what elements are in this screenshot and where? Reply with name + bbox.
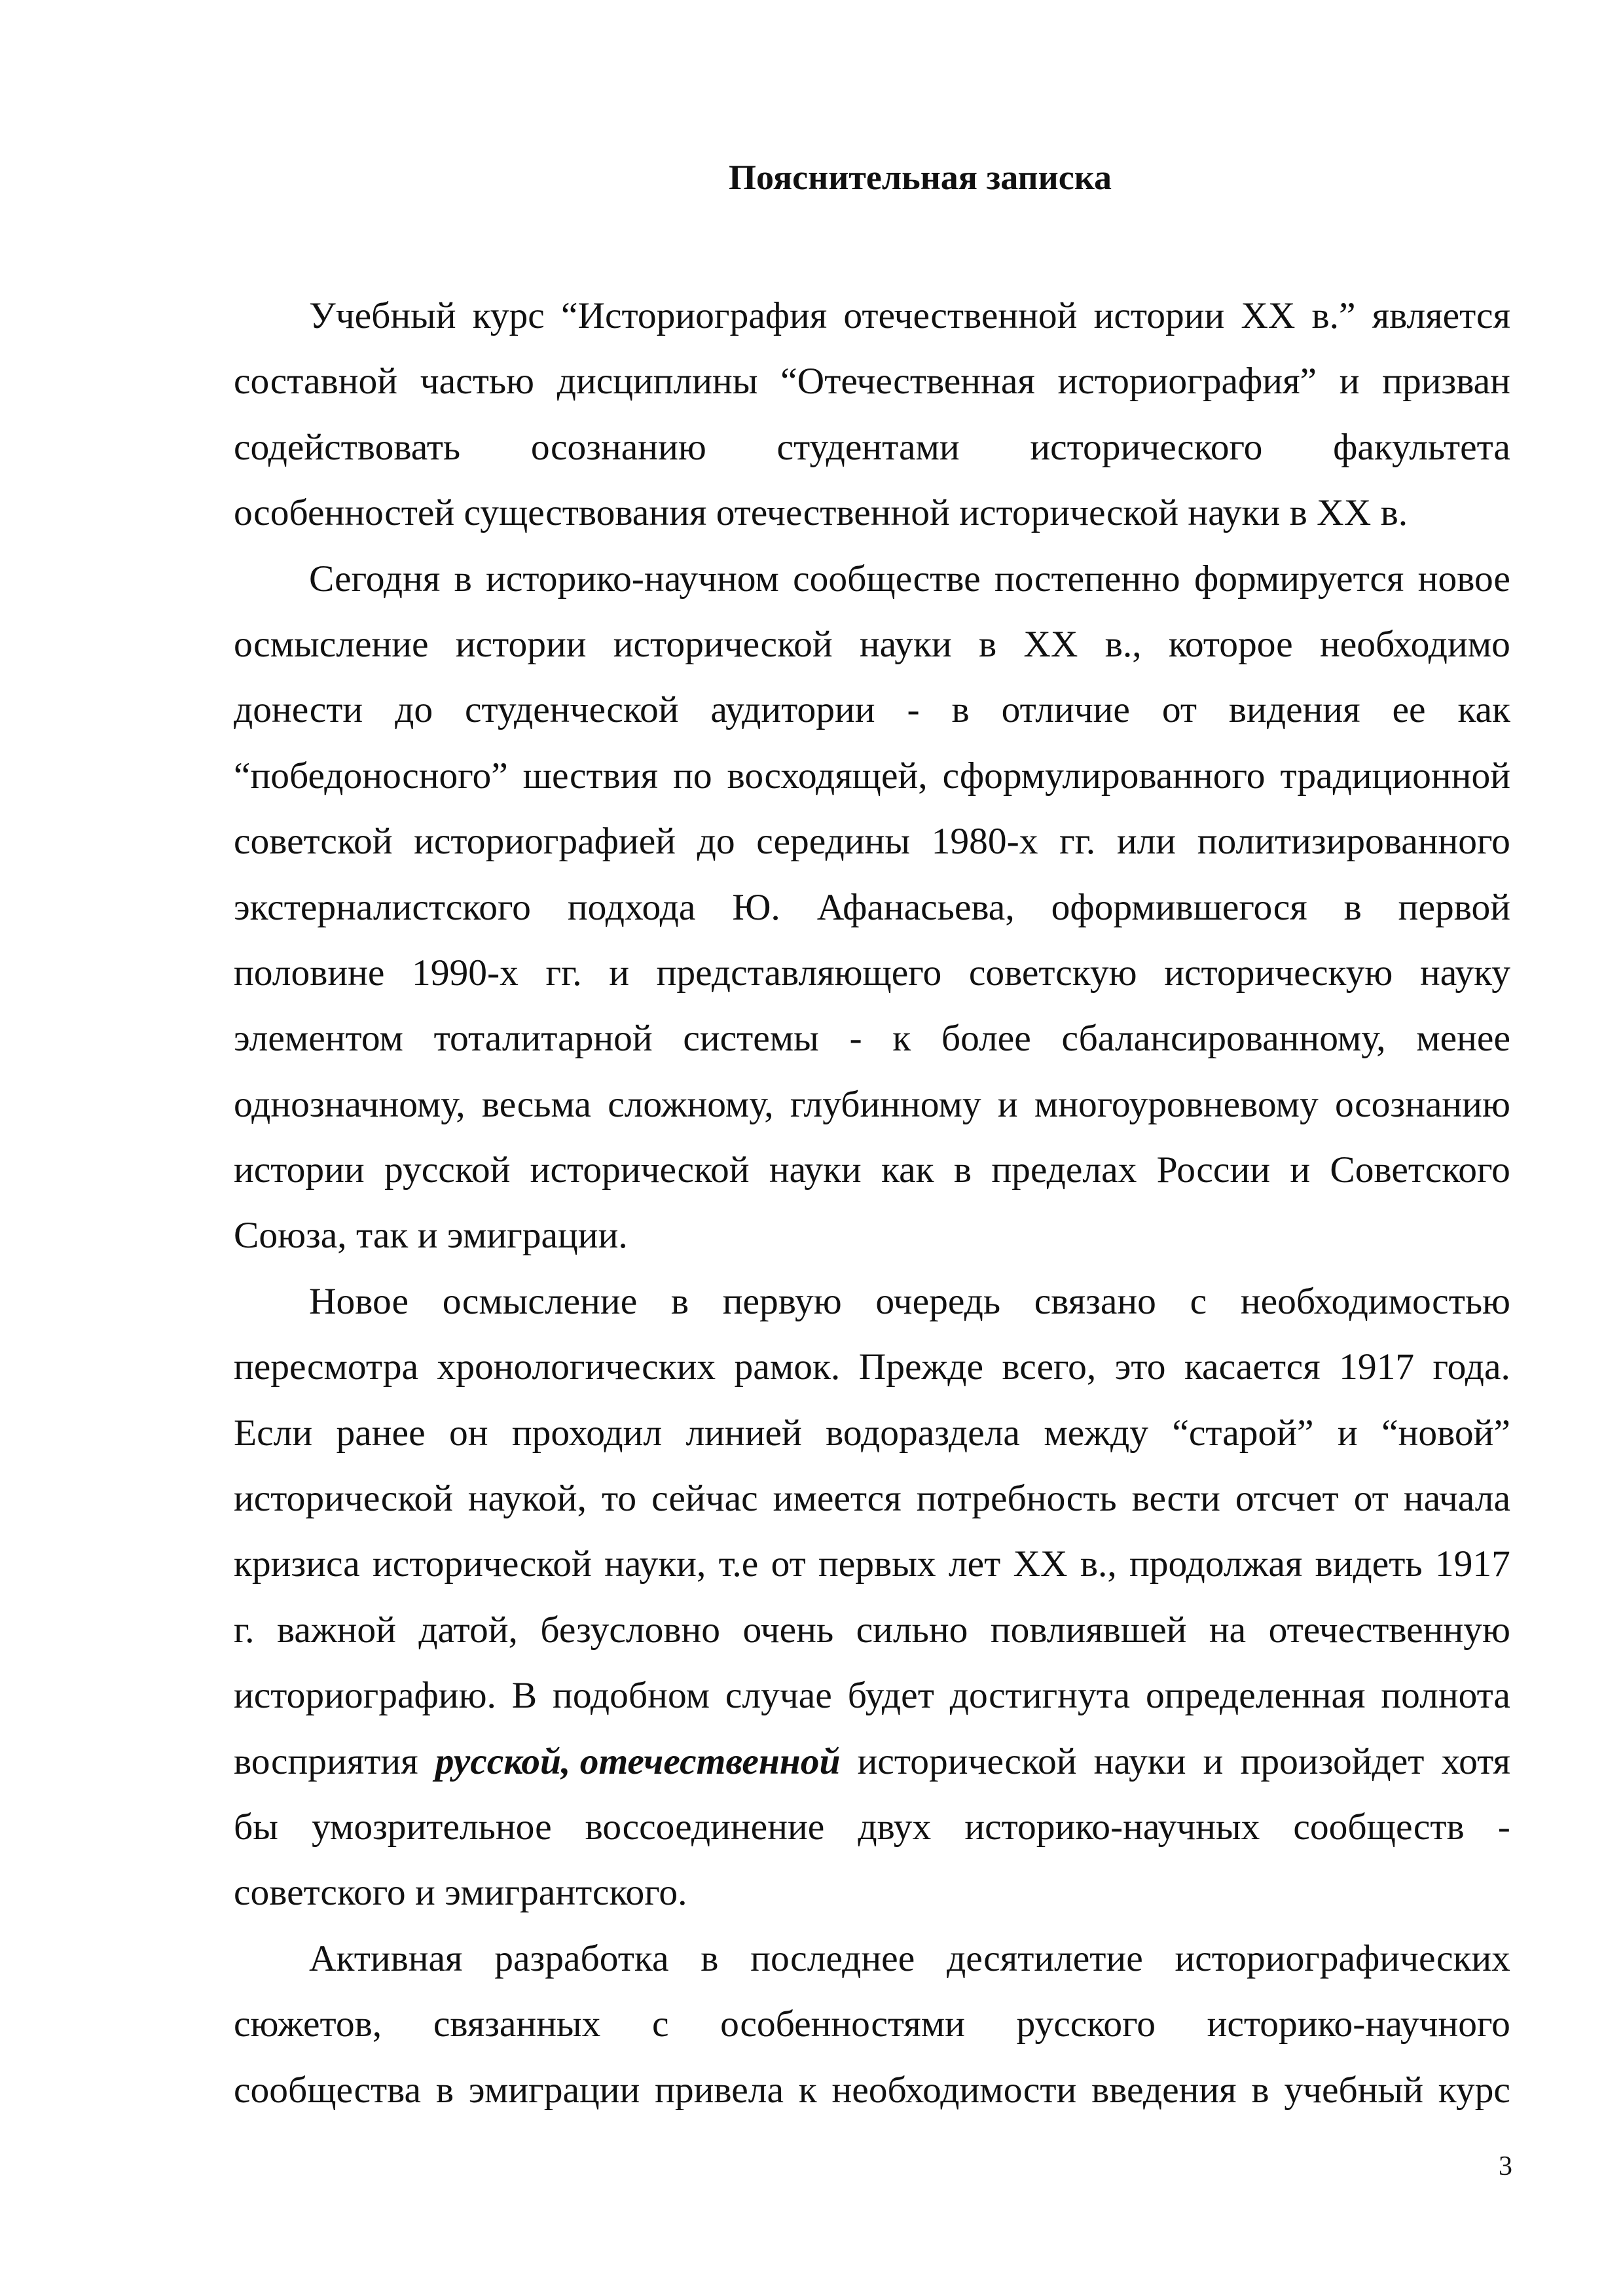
word: новое bbox=[1417, 558, 1510, 600]
word: сообщества bbox=[234, 2069, 422, 2111]
word: составной bbox=[234, 361, 398, 403]
text-line bbox=[234, 547, 1510, 612]
word: системы bbox=[683, 1018, 819, 1060]
word: на bbox=[1209, 1609, 1247, 1651]
word: кризиса bbox=[234, 1543, 360, 1585]
text-line: советского и эмигрантского. bbox=[234, 1872, 687, 1914]
word: содействовать bbox=[234, 426, 461, 468]
word: в., bbox=[1104, 623, 1142, 665]
word: в bbox=[1343, 886, 1362, 928]
word: науки bbox=[859, 623, 952, 665]
word: курс bbox=[1438, 2069, 1510, 2111]
word: имеется bbox=[773, 1478, 902, 1520]
word: первую bbox=[722, 1280, 842, 1322]
word: историческую bbox=[1164, 952, 1393, 994]
word: историко-научных bbox=[964, 1806, 1260, 1848]
word: однозначному, bbox=[234, 1083, 465, 1125]
word: необходимостью bbox=[1240, 1280, 1510, 1322]
word: Сегодня bbox=[309, 558, 441, 600]
word: подхода bbox=[567, 886, 696, 928]
word: Новое bbox=[309, 1280, 409, 1322]
word: то bbox=[601, 1478, 637, 1520]
word: Учебный bbox=[309, 295, 456, 336]
word: исторической bbox=[372, 1543, 592, 1585]
word: линией bbox=[685, 1412, 802, 1454]
word: и bbox=[1290, 1149, 1311, 1191]
word: от bbox=[1161, 689, 1197, 731]
word: русского bbox=[1016, 2003, 1156, 2045]
word: необходимости bbox=[831, 2069, 1077, 2111]
word: Прежде bbox=[858, 1346, 984, 1388]
word: сообществ bbox=[1293, 1806, 1465, 1848]
text-line bbox=[234, 1401, 1510, 1466]
text-line bbox=[234, 1466, 1510, 1532]
word: привела bbox=[655, 2069, 784, 2111]
word: тоталитарной bbox=[433, 1018, 653, 1060]
word: необходимо bbox=[1319, 623, 1510, 665]
word: элементом bbox=[234, 1018, 403, 1060]
text-line bbox=[234, 1992, 1510, 2057]
word: призван bbox=[1382, 361, 1510, 403]
word: достигнута bbox=[949, 1675, 1131, 1717]
word: двух bbox=[858, 1806, 932, 1848]
word: сейчас bbox=[651, 1478, 758, 1520]
word: видеть bbox=[1315, 1543, 1423, 1585]
word: десятилетие bbox=[947, 1937, 1143, 1979]
text-line bbox=[234, 875, 1510, 941]
word: шествия bbox=[522, 755, 659, 797]
word: наукой, bbox=[467, 1478, 587, 1520]
word: Советского bbox=[1330, 1149, 1510, 1191]
word: первой bbox=[1398, 886, 1510, 928]
word: Если bbox=[234, 1412, 313, 1454]
word: формируется bbox=[1194, 558, 1404, 600]
word: традиционной bbox=[1280, 755, 1510, 797]
word: введения bbox=[1091, 2069, 1237, 2111]
word: сформулированного bbox=[942, 755, 1266, 797]
word: исторической bbox=[530, 1149, 750, 1191]
word: ранее bbox=[336, 1412, 426, 1454]
word: определенная bbox=[1145, 1675, 1366, 1717]
word: весьма bbox=[481, 1083, 591, 1125]
word: Ю. bbox=[732, 886, 780, 928]
word: восходящей, bbox=[727, 755, 928, 797]
word: “победоносного” bbox=[234, 755, 508, 797]
word: первых bbox=[818, 1543, 936, 1585]
word: 1917 bbox=[1339, 1346, 1415, 1388]
word: представляющего bbox=[656, 952, 942, 994]
word: исторической bbox=[234, 1478, 453, 1520]
word: лет bbox=[948, 1543, 1001, 1585]
word: ее bbox=[1392, 689, 1426, 731]
word: к bbox=[798, 2069, 817, 2111]
emphasis-text: русской, отечественной bbox=[435, 1740, 841, 1782]
word: подобном bbox=[553, 1675, 710, 1717]
word: и bbox=[1337, 1412, 1358, 1454]
word: до bbox=[395, 689, 433, 731]
word: историко-научного bbox=[1207, 2003, 1510, 2045]
word: ХХ bbox=[1023, 623, 1078, 665]
word: безусловно bbox=[540, 1609, 721, 1651]
word: науку bbox=[1420, 952, 1510, 994]
word: видения bbox=[1228, 689, 1360, 731]
word: отличие bbox=[1001, 689, 1130, 731]
word: он bbox=[448, 1412, 488, 1454]
word: рамок. bbox=[734, 1346, 841, 1388]
word: оформившегося bbox=[1051, 886, 1307, 928]
word: гг. bbox=[545, 952, 582, 994]
word: историографией bbox=[414, 821, 676, 863]
word: в bbox=[951, 689, 970, 731]
word: воссоединение bbox=[585, 1806, 825, 1848]
word: историографических bbox=[1175, 1937, 1510, 1979]
word: важной bbox=[276, 1609, 396, 1651]
word: экстерналистского bbox=[234, 886, 531, 928]
word: связано bbox=[1034, 1280, 1156, 1322]
word: как bbox=[881, 1149, 934, 1191]
word: середины bbox=[756, 821, 910, 863]
word: науки bbox=[1093, 1740, 1186, 1782]
word: “старой” bbox=[1172, 1412, 1314, 1454]
word: советской bbox=[234, 821, 393, 863]
word: частью bbox=[420, 361, 535, 403]
word: и bbox=[997, 1083, 1018, 1125]
word: и bbox=[1203, 1740, 1224, 1782]
word: сообществе bbox=[793, 558, 981, 600]
word: 1990-х bbox=[412, 952, 519, 994]
word: курс bbox=[472, 295, 545, 336]
word: это bbox=[1114, 1346, 1166, 1388]
word: потребность bbox=[916, 1478, 1117, 1520]
word: является bbox=[1372, 295, 1510, 336]
word: студенческой bbox=[464, 689, 679, 731]
word: полнота bbox=[1381, 1675, 1510, 1717]
word: как bbox=[1457, 689, 1510, 731]
text-line bbox=[234, 612, 1510, 677]
word: науки bbox=[769, 1149, 862, 1191]
word: от bbox=[771, 1543, 806, 1585]
text-line bbox=[234, 677, 1510, 743]
document-body bbox=[234, 283, 1510, 2123]
word: хотя bbox=[1441, 1740, 1510, 1782]
word: от bbox=[1353, 1478, 1389, 1520]
word: истории bbox=[455, 623, 587, 665]
word: по bbox=[673, 755, 712, 797]
word: сложному, bbox=[608, 1083, 774, 1125]
word: умозрительное bbox=[311, 1806, 552, 1848]
word: года. bbox=[1432, 1346, 1510, 1388]
word: многоуровневому bbox=[1034, 1083, 1319, 1125]
word: сюжетов, bbox=[234, 2003, 382, 2045]
word: осмысление bbox=[234, 623, 429, 665]
word: касается bbox=[1184, 1346, 1321, 1388]
word: советскую bbox=[968, 952, 1137, 994]
word: русской bbox=[384, 1149, 511, 1191]
word: “Историография bbox=[560, 295, 828, 336]
word: восприятия bbox=[234, 1740, 418, 1782]
word: историографию. bbox=[234, 1675, 496, 1717]
word: в.” bbox=[1311, 295, 1356, 336]
text-line bbox=[234, 1072, 1510, 1138]
word: повлиявшей bbox=[990, 1609, 1187, 1651]
word: - bbox=[1497, 1806, 1510, 1848]
word: эмиграции bbox=[468, 2069, 640, 2111]
word: исторической bbox=[613, 623, 833, 665]
word: осознанию bbox=[530, 426, 706, 468]
word: к bbox=[892, 1018, 911, 1060]
word: историко-научном bbox=[486, 558, 779, 600]
word: и bbox=[1339, 361, 1360, 403]
word: более bbox=[941, 1018, 1031, 1060]
word: или bbox=[1116, 821, 1176, 863]
word: пределах bbox=[991, 1149, 1137, 1191]
word: учебный bbox=[1284, 2069, 1423, 2111]
word: водораздела bbox=[826, 1412, 1020, 1454]
word: случае bbox=[725, 1675, 832, 1717]
word: факультета bbox=[1333, 426, 1510, 468]
word: в bbox=[701, 1937, 719, 1979]
word: т.е bbox=[718, 1543, 759, 1585]
text-line bbox=[234, 1006, 1510, 1071]
text-line bbox=[234, 941, 1510, 1006]
word: - bbox=[907, 689, 920, 731]
word: между bbox=[1044, 1412, 1148, 1454]
word: истории bbox=[1093, 295, 1225, 336]
word: науки, bbox=[604, 1543, 706, 1585]
word: отсчет bbox=[1235, 1478, 1339, 1520]
word: очередь bbox=[875, 1280, 1001, 1322]
word: ХХ bbox=[1013, 1543, 1068, 1585]
text-line bbox=[234, 1663, 1510, 1729]
word: студентами bbox=[776, 426, 960, 468]
text-line bbox=[234, 283, 1510, 349]
word: - bbox=[849, 1018, 862, 1060]
word: до bbox=[697, 821, 735, 863]
word: и bbox=[609, 952, 629, 994]
text-line bbox=[234, 1532, 1510, 1597]
word: связанных bbox=[433, 2003, 601, 2045]
word: разработка bbox=[494, 1937, 669, 1979]
word: 1917 bbox=[1434, 1543, 1510, 1585]
word: в bbox=[1251, 2069, 1269, 2111]
word: аудитории bbox=[710, 689, 875, 731]
word: донести bbox=[234, 689, 363, 731]
word: очень bbox=[742, 1609, 834, 1651]
word: г. bbox=[234, 1609, 255, 1651]
text-line bbox=[234, 744, 1510, 809]
word: в bbox=[978, 623, 997, 665]
text-line bbox=[234, 1138, 1510, 1203]
word: в bbox=[953, 1149, 972, 1191]
word: последнее bbox=[750, 1937, 915, 1979]
word: которое bbox=[1168, 623, 1293, 665]
text-line bbox=[234, 1335, 1510, 1400]
text-line-emphasis bbox=[234, 1729, 1510, 1795]
word: продолжая bbox=[1129, 1543, 1303, 1585]
word: 1980-х bbox=[931, 821, 1038, 863]
text-line bbox=[234, 1598, 1510, 1663]
page-title: Пояснительная записка bbox=[728, 158, 1112, 197]
word: особенностями bbox=[720, 2003, 965, 2045]
page-number: 3 bbox=[1499, 2151, 1512, 2181]
word: пересмотра bbox=[234, 1346, 418, 1388]
word: всего, bbox=[1002, 1346, 1097, 1388]
text-line bbox=[234, 349, 1510, 414]
text-line bbox=[234, 1795, 1510, 1860]
word: сильно bbox=[856, 1609, 968, 1651]
word: половине bbox=[234, 952, 385, 994]
word: будет bbox=[847, 1675, 934, 1717]
word: с bbox=[1190, 1280, 1207, 1322]
word: В bbox=[511, 1675, 538, 1717]
word: в bbox=[670, 1280, 689, 1322]
word: глубинному bbox=[790, 1083, 981, 1125]
text-line: Союза, так и эмиграции. bbox=[234, 1215, 628, 1257]
word: осознанию bbox=[1334, 1083, 1510, 1125]
word: отечественной bbox=[843, 295, 1078, 336]
word: отечественную bbox=[1268, 1609, 1510, 1651]
word: в bbox=[435, 2069, 454, 2111]
text-line bbox=[234, 415, 1510, 480]
word: политизированного bbox=[1197, 821, 1510, 863]
word: “Отечественная bbox=[780, 361, 1035, 403]
text-line: особенностей существования отечественной исторической науки в ХХ в. bbox=[234, 492, 1408, 534]
word: России bbox=[1156, 1149, 1270, 1191]
word: с bbox=[652, 2003, 669, 2045]
word: ХХ bbox=[1241, 295, 1296, 336]
text-line bbox=[234, 1269, 1510, 1335]
word: постепенно bbox=[994, 558, 1180, 600]
word: историография” bbox=[1057, 361, 1317, 403]
text-line bbox=[234, 809, 1510, 874]
word: в., bbox=[1080, 1543, 1117, 1585]
word: “новой” bbox=[1381, 1412, 1510, 1454]
word: Активная bbox=[309, 1937, 463, 1979]
word: начала bbox=[1403, 1478, 1510, 1520]
word: вести bbox=[1131, 1478, 1220, 1520]
text-line bbox=[234, 1926, 1510, 1992]
word: проходил bbox=[511, 1412, 663, 1454]
word: менее bbox=[1416, 1018, 1510, 1060]
text-line bbox=[234, 2058, 1510, 2123]
word: исторического bbox=[1030, 426, 1263, 468]
word: исторической bbox=[857, 1740, 1077, 1782]
word: хронологических bbox=[437, 1346, 716, 1388]
word: произойдет bbox=[1240, 1740, 1425, 1782]
word: в bbox=[454, 558, 472, 600]
word: гг. bbox=[1059, 821, 1096, 863]
word: дисциплины bbox=[556, 361, 758, 403]
word: датой, bbox=[418, 1609, 518, 1651]
word: истории bbox=[234, 1149, 365, 1191]
word: сбалансированному, bbox=[1061, 1018, 1386, 1060]
word: осмысление bbox=[442, 1280, 638, 1322]
word: бы bbox=[234, 1806, 278, 1848]
word: Афанасьева, bbox=[816, 886, 1015, 928]
